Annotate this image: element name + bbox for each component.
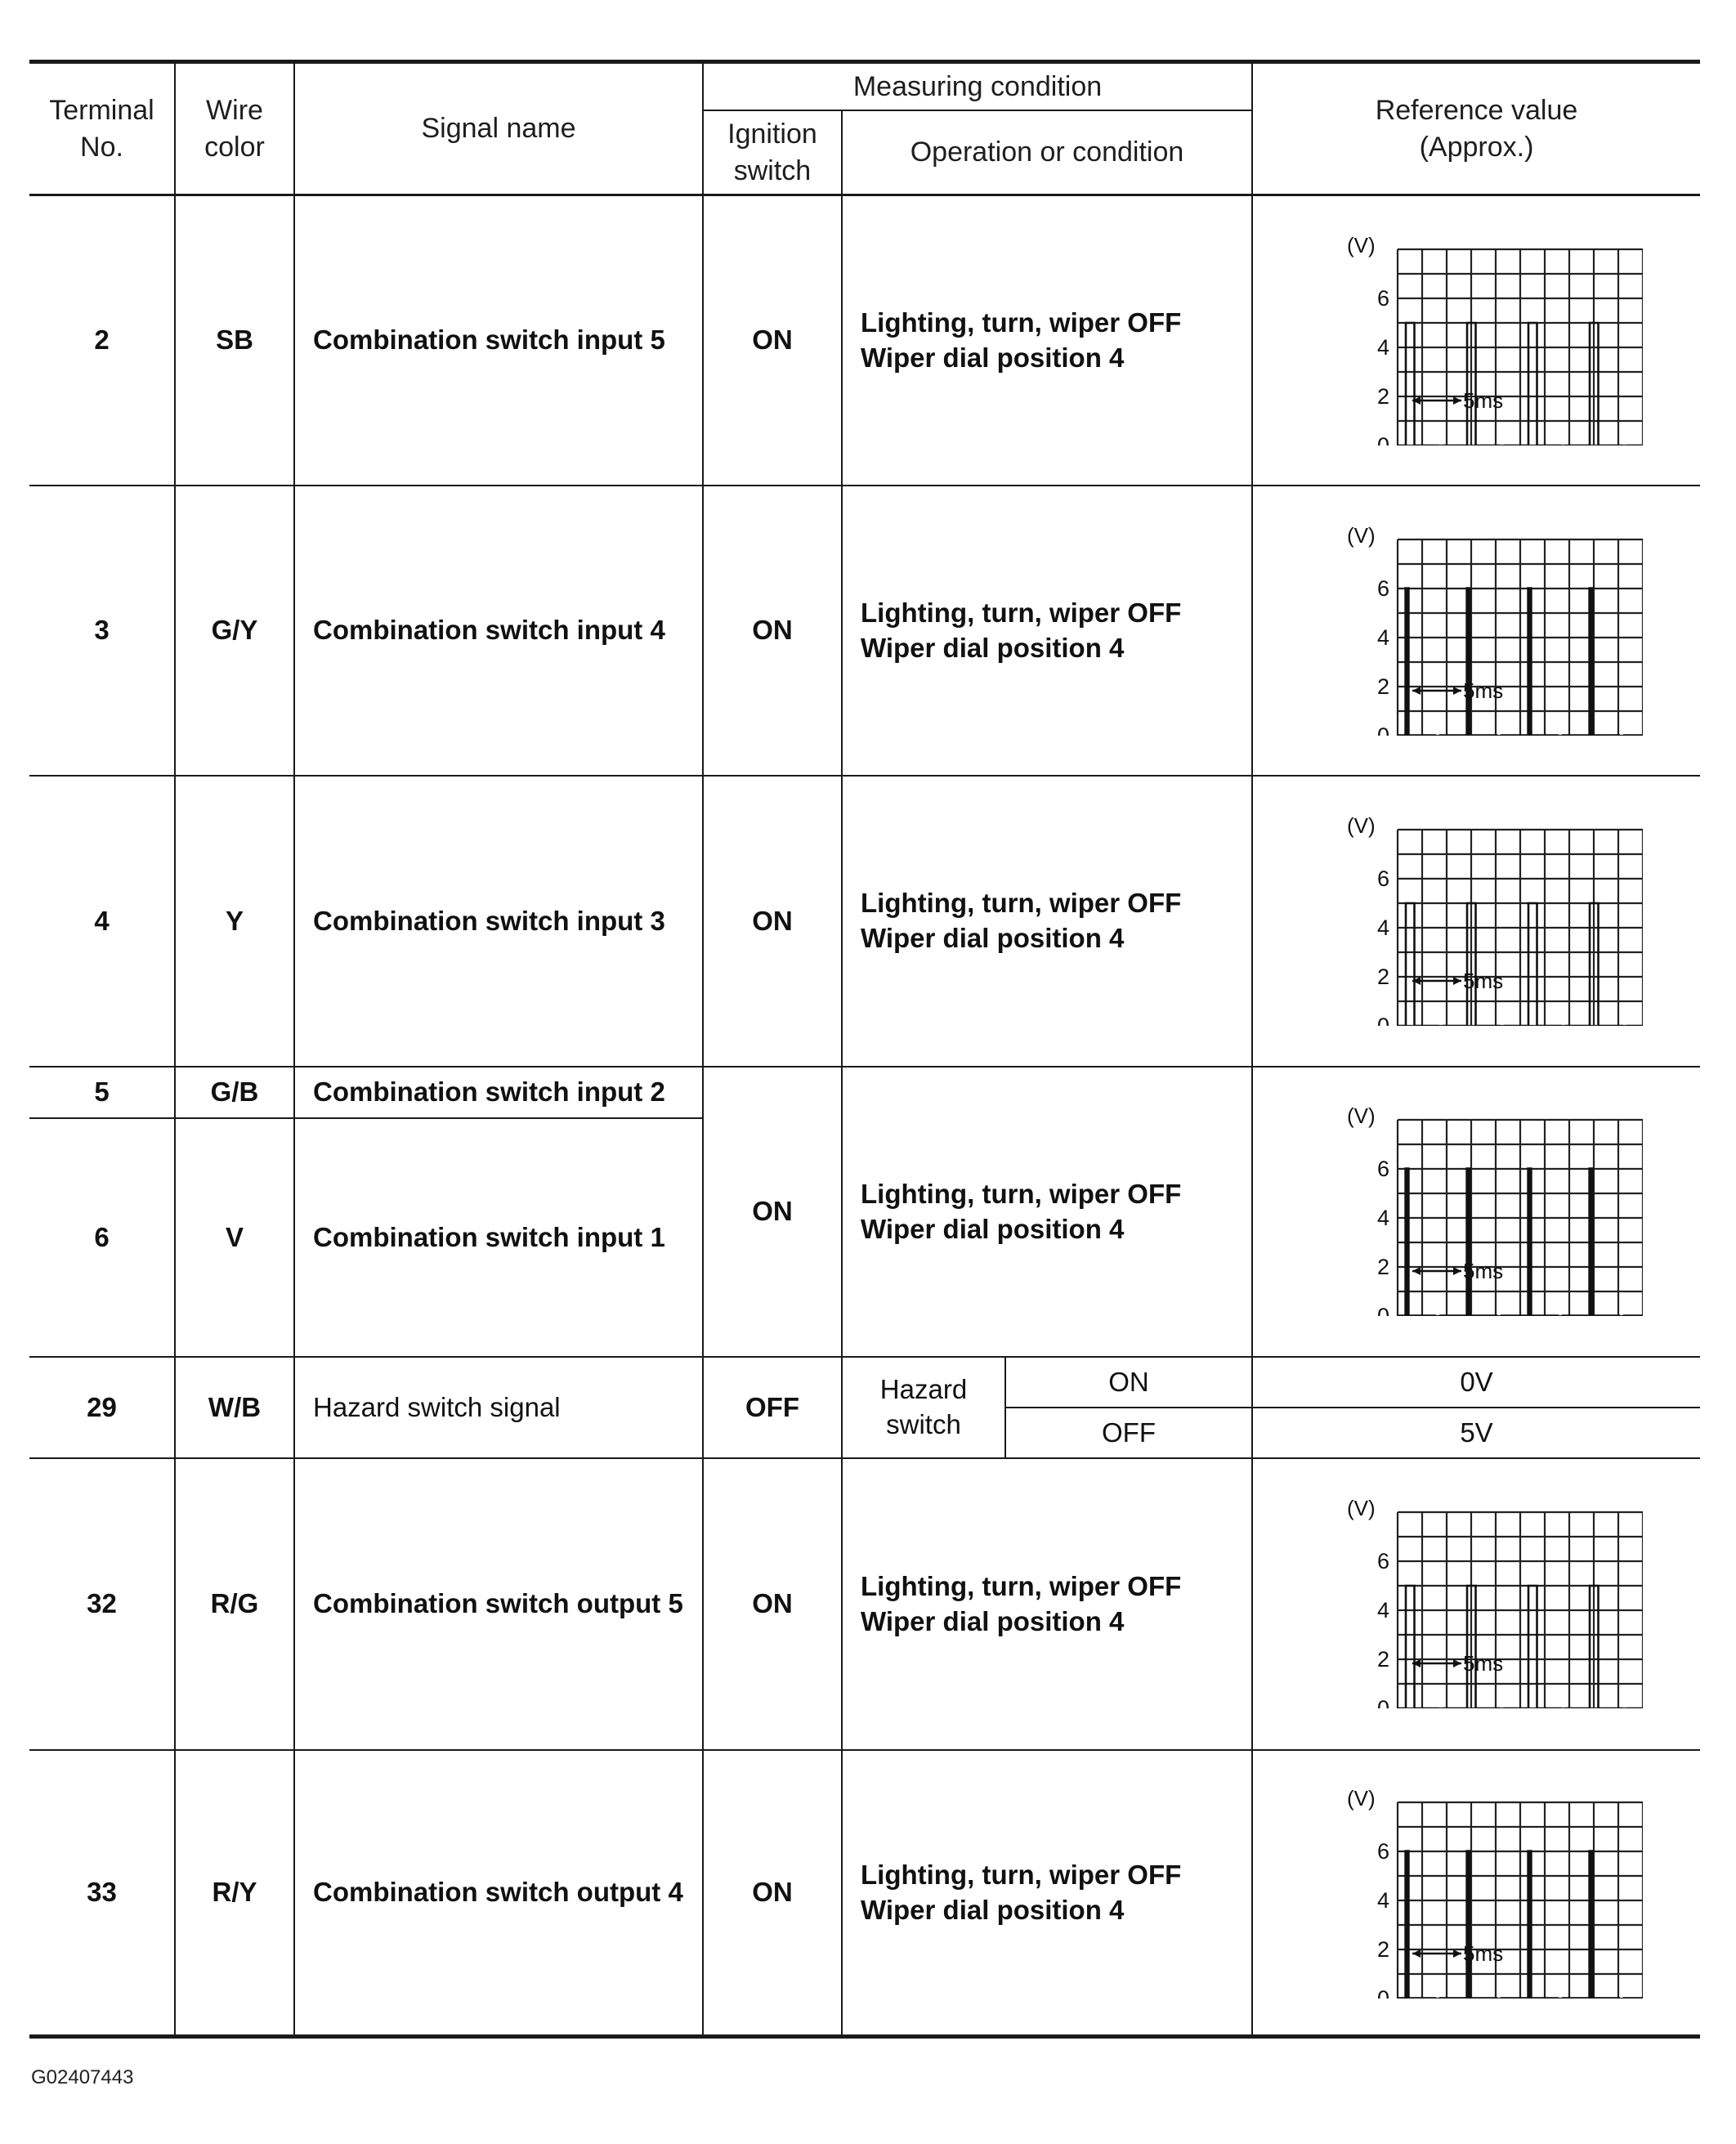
signal-name: Combination switch output 5 [313, 1588, 683, 1619]
reference-value-off: 5V [1460, 1417, 1493, 1448]
scope-unit-label: (V) [1347, 1103, 1376, 1128]
operating-condition: Lighting, turn, wiper OFF Wiper dial position 4 [861, 1178, 1182, 1244]
scope-y-tick: 0 [1376, 1304, 1389, 1316]
scope-y-tick: 2 [1376, 1647, 1389, 1672]
header-reference-value: Reference value (Approx.) [1375, 95, 1578, 163]
signal-name: Combination switch input 2 [313, 1076, 665, 1108]
scope-time-label: 5ms [1463, 1941, 1504, 1966]
wire-color: G/Y [211, 615, 258, 646]
terminal-no: 5 [94, 1076, 110, 1108]
scope-y-tick: 4 [1376, 335, 1389, 360]
wire-color: SB [216, 325, 253, 356]
scope-y-tick: 4 [1376, 1888, 1389, 1913]
header-measuring-condition: Measuring condition [852, 70, 1103, 102]
arrowhead-left [1412, 1267, 1421, 1275]
operating-condition: Lighting, turn, wiper OFF Wiper dial position 4 [861, 307, 1182, 373]
scope-grid [1398, 830, 1643, 1026]
scope-y-tick: 2 [1376, 1255, 1389, 1279]
scope-grid [1398, 539, 1643, 736]
column-rule [1251, 61, 1253, 2036]
operating-condition: Lighting, turn, wiper OFF Wiper dial position 4 [861, 888, 1182, 953]
signal-name: Hazard switch signal [313, 1391, 561, 1422]
scope-y-tick: 6 [1376, 1157, 1389, 1181]
hazard-switch-label: Hazard switch [879, 1374, 968, 1439]
oscilloscope-waveform [1324, 813, 1643, 1026]
ignition-switch: ON [752, 1196, 793, 1227]
terminal-no: 29 [87, 1391, 117, 1422]
arrowhead-right [1453, 977, 1461, 985]
oscilloscope-waveform [1324, 233, 1643, 445]
terminal-no: 32 [87, 1588, 117, 1619]
terminal-no: 33 [87, 1877, 117, 1908]
terminal-no: 2 [94, 325, 110, 356]
scope-time-label: 5ms [1463, 678, 1504, 703]
scope-y-tick: 6 [1376, 576, 1389, 601]
wire-color: Y [225, 905, 244, 936]
ignition-switch: ON [752, 615, 793, 646]
signal-name: Combination switch input 1 [313, 1221, 665, 1252]
scope-svg [1324, 813, 1643, 1026]
scope-y-tick: 6 [1376, 1549, 1389, 1573]
scope-svg [1324, 1496, 1643, 1708]
scope-y-tick: 4 [1376, 915, 1389, 940]
ignition-switch: ON [752, 905, 793, 936]
terminal-no: 3 [94, 615, 110, 646]
figure-id: G02407443 [31, 2066, 134, 2088]
scope-grid [1398, 1802, 1643, 1999]
wire-color: R/G [210, 1588, 259, 1619]
signal-name: Combination switch input 4 [313, 615, 665, 646]
scope-svg [1324, 233, 1643, 445]
arrowhead-right [1453, 396, 1461, 405]
signal-name: Combination switch input 3 [313, 905, 665, 936]
wire-color: W/B [208, 1391, 262, 1422]
oscilloscope-waveform [1324, 523, 1643, 736]
wire-color: G/B [210, 1076, 259, 1108]
oscilloscope-waveform [1324, 1786, 1643, 1999]
scope-y-tick: 2 [1376, 674, 1389, 699]
scope-y-tick: 2 [1376, 965, 1389, 989]
table-bottom-rule [29, 2034, 1700, 2039]
header-terminal-no: Terminal No. [49, 95, 154, 163]
signal-name: Combination switch input 5 [313, 325, 665, 356]
scope-y-tick: 0 [1376, 723, 1389, 736]
wire-color: V [225, 1221, 244, 1252]
scope-svg [1324, 1786, 1643, 1999]
scope-y-tick: 0 [1376, 433, 1389, 445]
hazard-state-off: OFF [1102, 1417, 1156, 1448]
ignition-switch: ON [752, 325, 793, 356]
oscilloscope-waveform [1324, 1496, 1643, 1708]
scope-time-label: 5ms [1463, 1651, 1504, 1676]
header-ignition-switch: Ignition switch [727, 119, 817, 186]
oscilloscope-waveform [1324, 1103, 1643, 1316]
scope-svg [1324, 1103, 1643, 1316]
ignition-switch: OFF [745, 1391, 799, 1422]
arrowhead-right [1453, 1659, 1461, 1667]
scope-unit-label: (V) [1347, 813, 1376, 838]
scope-y-tick: 2 [1376, 384, 1389, 409]
scope-y-tick: 6 [1376, 866, 1389, 891]
operating-condition: Lighting, turn, wiper OFF Wiper dial position 4 [861, 1859, 1182, 1925]
terminal-no: 6 [94, 1221, 110, 1252]
scope-y-tick: 6 [1376, 286, 1389, 311]
arrowhead-left [1412, 1949, 1421, 1958]
scope-unit-label: (V) [1347, 1496, 1376, 1520]
header-operation-or-condition: Operation or condition [910, 137, 1184, 168]
scope-y-tick: 4 [1376, 1598, 1389, 1623]
hazard-state-on: ON [1108, 1366, 1149, 1397]
scope-y-tick: 2 [1376, 1937, 1389, 1962]
scope-y-tick: 0 [1376, 1696, 1389, 1708]
scope-unit-label: (V) [1347, 1786, 1376, 1811]
scope-y-tick: 4 [1376, 625, 1389, 650]
header-wire-color: Wire color [204, 95, 265, 163]
ignition-switch: ON [752, 1877, 793, 1908]
ignition-switch: ON [752, 1588, 793, 1619]
scope-grid [1398, 249, 1643, 445]
scope-time-label: 5ms [1463, 388, 1504, 413]
scope-unit-label: (V) [1347, 233, 1376, 257]
arrowhead-right [1453, 687, 1461, 695]
scope-y-tick: 0 [1376, 1014, 1389, 1026]
wire-color: R/Y [212, 1877, 257, 1908]
arrowhead-right [1453, 1267, 1461, 1275]
scope-y-tick: 0 [1376, 1986, 1389, 1999]
signal-name: Combination switch output 4 [313, 1877, 683, 1908]
header-signal-name: Signal name [421, 113, 576, 145]
operating-condition: Lighting, turn, wiper OFF Wiper dial position 4 [861, 1570, 1182, 1636]
scope-time-label: 5ms [1463, 1259, 1504, 1283]
scope-y-tick: 6 [1376, 1839, 1389, 1864]
scope-grid [1398, 1512, 1643, 1708]
reference-value-on: 0V [1460, 1366, 1493, 1397]
scope-y-tick: 4 [1376, 1206, 1389, 1230]
scope-time-label: 5ms [1463, 969, 1504, 993]
terminal-no: 4 [94, 905, 110, 936]
scope-svg [1324, 523, 1643, 736]
arrowhead-left [1412, 687, 1421, 695]
scope-unit-label: (V) [1347, 523, 1376, 548]
scope-grid [1398, 1120, 1643, 1316]
operating-condition: Lighting, turn, wiper OFF Wiper dial position 4 [861, 597, 1182, 663]
arrowhead-right [1453, 1949, 1461, 1958]
